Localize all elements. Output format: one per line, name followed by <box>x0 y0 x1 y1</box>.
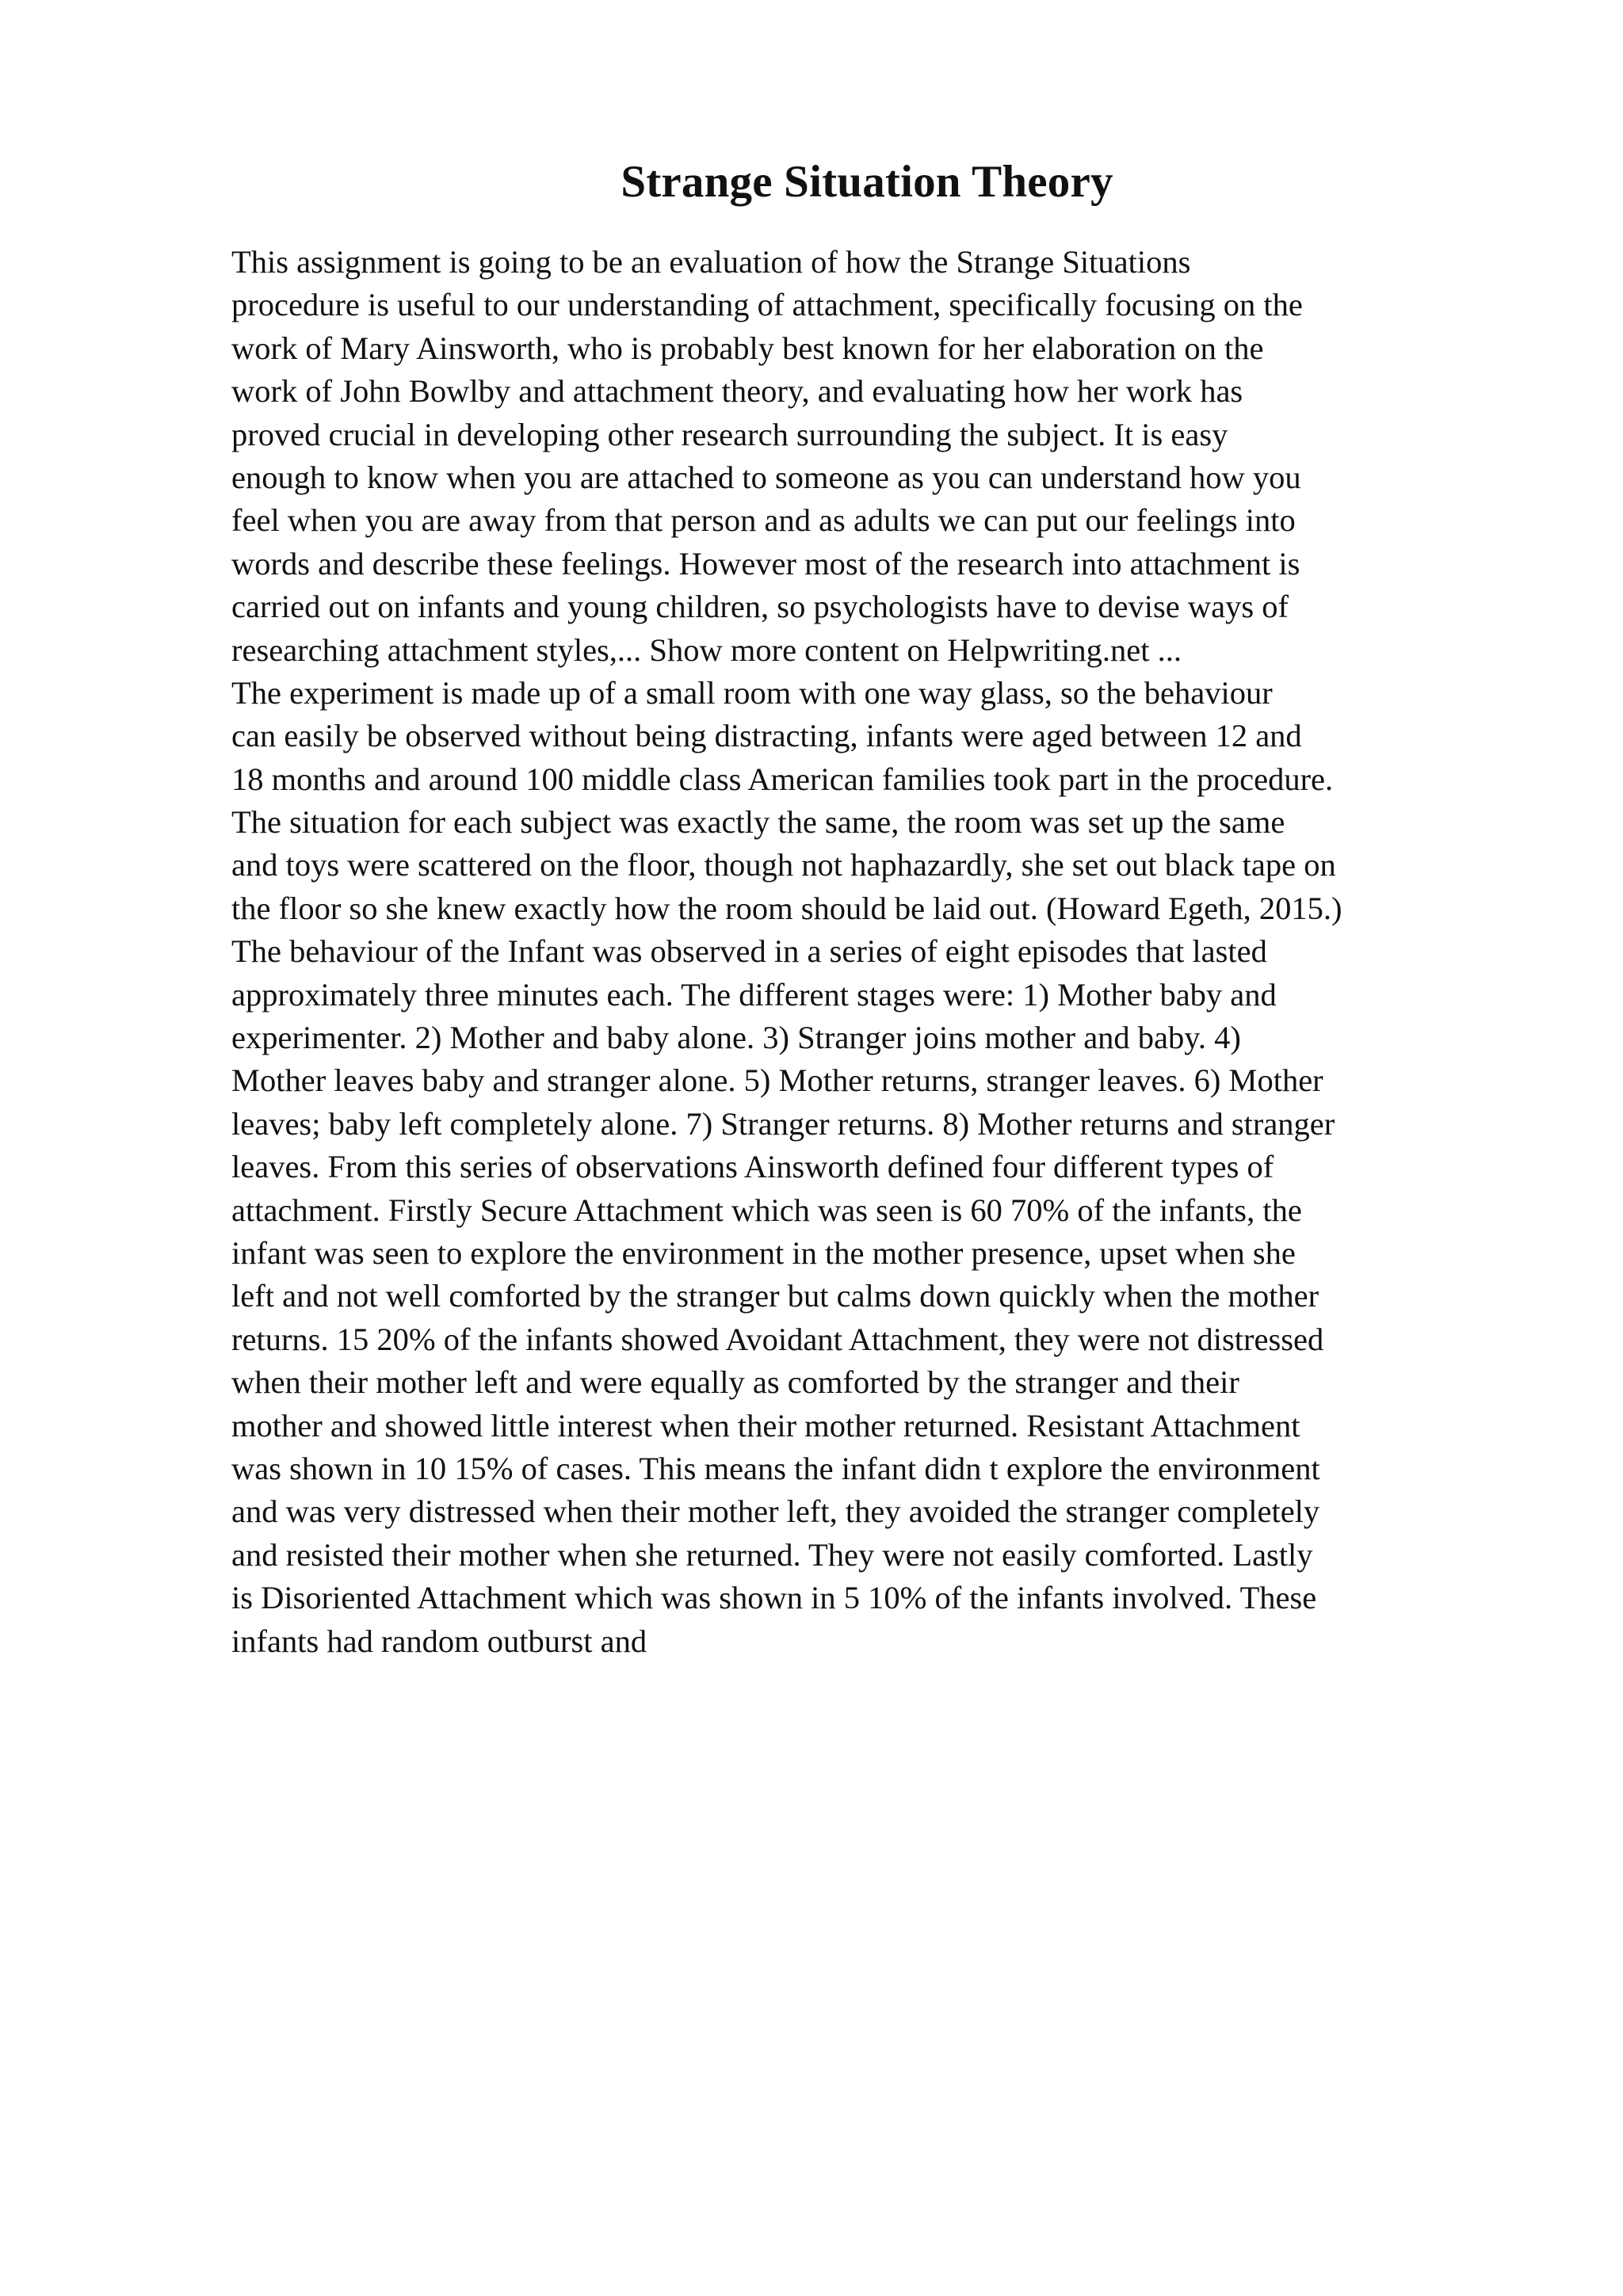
text-line: infant was seen to explore the environment in the mother presence, upset when she <box>231 1234 1296 1271</box>
text-line: The situation for each subject was exactly the same, the room was set up the same <box>231 804 1285 841</box>
text-line: feel when you are away from that person and as adults we can put our feelings into <box>231 502 1296 539</box>
text-line: procedure is useful to our understanding of attachment, specifically focusing on the <box>231 287 1303 323</box>
text-line: the floor so she knew exactly how the room should be laid out. (Howard Egeth, 2015.) <box>231 890 1342 926</box>
text-line: proved crucial in developing other research surrounding the subject. It is easy <box>231 416 1228 452</box>
text-line: The experiment is made up of a small room with one way glass, so the behaviour <box>231 674 1273 711</box>
text-line: leaves. From this series of observations Ainsworth defined four different types of <box>231 1149 1274 1185</box>
text-line: when their mother left and were equally as comforted by the stranger and their <box>231 1364 1239 1401</box>
text-line: 18 months and around 100 middle class American families took part in the procedure. <box>231 761 1334 797</box>
text-line: leaves; baby left completely alone. 7) Stranger returns. 8) Mother returns and stranger <box>231 1105 1335 1142</box>
text-line: enough to know when you are attached to someone as you can understand how you <box>231 459 1301 495</box>
text-line: left and not well comforted by the stranger but calms down quickly when the mother <box>231 1278 1319 1314</box>
text-line: experimenter. 2) Mother and baby alone. 3) Stranger joins mother and baby. 4) <box>231 1020 1241 1056</box>
text-line: The behaviour of the Infant was observed in a series of eight episodes that lasted <box>231 933 1267 970</box>
text-line: returns. 15 20% of the infants showed Avoidant Attachment, they were not distressed <box>231 1321 1324 1357</box>
text-line: work of Mary Ainsworth, who is probably best known for her elaboration on the <box>231 330 1264 366</box>
text-line: This assignment is going to be an evaluation of how the Strange Situations <box>231 244 1191 280</box>
text-line: carried out on infants and young children, so psychologists have to devise ways of <box>231 589 1289 625</box>
text-line: is Disoriented Attachment which was shown in 5 10% of the infants involved. These <box>231 1580 1317 1616</box>
text-line: and was very distressed when their mother left, they avoided the stranger completely <box>231 1493 1320 1530</box>
text-line: was shown in 10 15% of cases. This means the infant didn t explore the environment <box>231 1450 1320 1486</box>
text-line: and toys were scattered on the floor, though not haphazardly, she set out black tape on <box>231 847 1336 883</box>
text-line: mother and showed little interest when their mother returned. Resistant Attachment <box>231 1407 1300 1444</box>
document-body <box>231 241 1547 1663</box>
text-line: and resisted their mother when she returned. They were not easily comforted. Lastly <box>231 1536 1313 1573</box>
text-line: researching attachment styles,... Show more content on Helpwriting.net ... <box>231 631 1182 668</box>
text-line: attachment. Firstly Secure Attachment which was seen is 60 70% of the infants, the <box>231 1192 1302 1228</box>
text-line: can easily be observed without being distracting, infants were aged between 12 and <box>231 718 1302 754</box>
text-line: Mother leaves baby and stranger alone. 5) Mother returns, stranger leaves. 6) Mother <box>231 1062 1323 1099</box>
text-line: work of John Bowlby and attachment theory, and evaluating how her work has <box>231 373 1243 410</box>
document-title: Strange Situation Theory <box>621 157 1113 207</box>
text-line: approximately three minutes each. The different stages were: 1) Mother baby and <box>231 976 1277 1013</box>
text-line: infants had random outburst and <box>231 1623 647 1659</box>
text-line: words and describe these feelings. However most of the research into attachment is <box>231 545 1300 582</box>
